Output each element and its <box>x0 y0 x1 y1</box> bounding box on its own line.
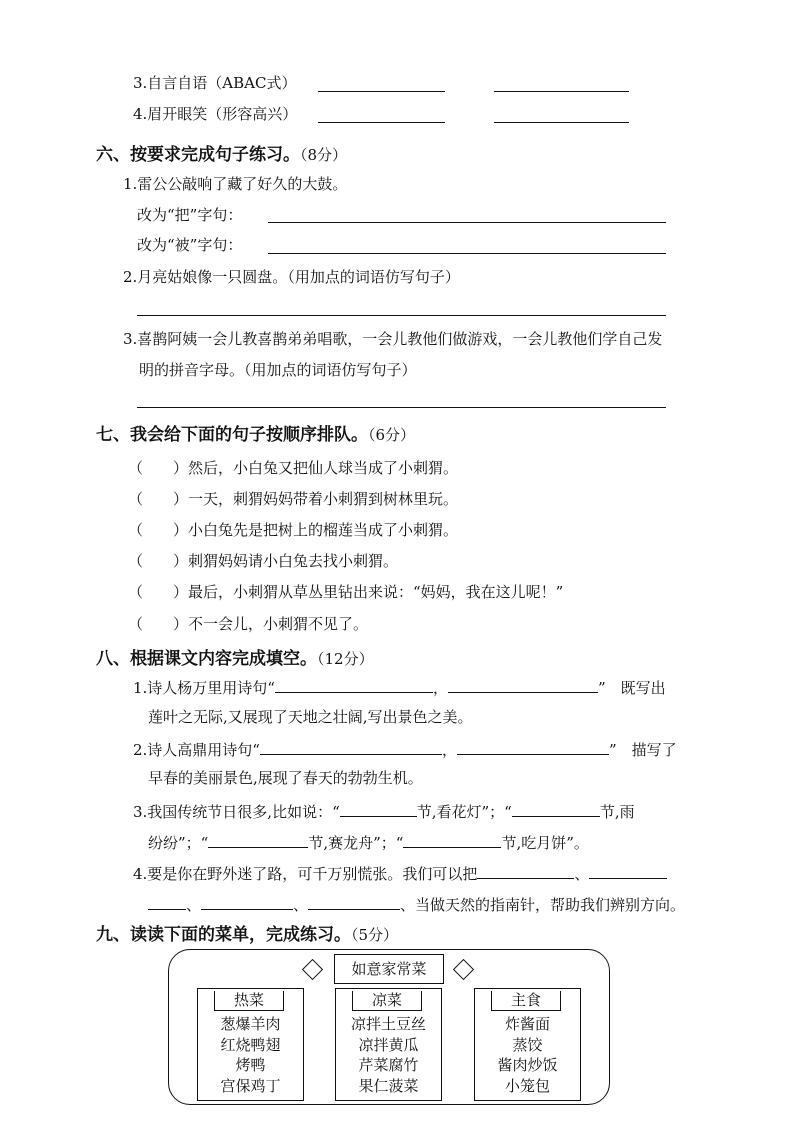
question-text: 2.月亮姑娘像一只圆盘。（用加点的词语仿写句子） <box>123 268 460 286</box>
section-score: （8分） <box>300 146 348 164</box>
question-text: 明的拼音字母。（用加点的词语仿写句子） <box>139 361 417 379</box>
fill-text: 1.诗人杨万里用诗句“ <box>133 679 275 697</box>
answer-blank[interactable] <box>148 893 186 910</box>
order-item: （ ）最后，小刺猬从草丛里钻出来说：“妈妈，我在这儿呢！” <box>128 583 564 601</box>
fill-text: 节,看花灯”；“ <box>416 803 512 821</box>
menu-column-items <box>198 1014 303 1096</box>
fill-text: 、 <box>186 896 202 914</box>
fill-text: ” 描写了 <box>609 741 677 759</box>
menu-item: 宫保鸡丁 <box>220 1076 281 1095</box>
fill-text: 2.诗人高鼎用诗句“ <box>133 741 260 759</box>
section-title: 九、读读下面的菜单，完成练习。 <box>96 925 351 945</box>
idiom-item-3: 3.自言自语（ABAC式） <box>133 74 297 92</box>
section-score: （5分） <box>351 926 399 944</box>
menu-item: 酱肉炒饭 <box>497 1056 558 1074</box>
fill-line <box>133 676 666 698</box>
menu-item: 凉拌土豆丝 <box>350 1015 426 1033</box>
answer-blank[interactable] <box>403 831 501 848</box>
section-heading <box>96 144 347 166</box>
section-title: 六、按要求完成句子练习。 <box>96 145 300 165</box>
fill-text: ， <box>432 679 448 697</box>
fill-text: 、 <box>293 896 309 914</box>
fill-line <box>133 738 677 760</box>
fill-text: 节,雨 <box>599 803 635 821</box>
answer-blank[interactable] <box>448 676 598 693</box>
menu-column-head: 热菜 <box>214 991 284 1011</box>
answer-blank[interactable] <box>494 122 629 123</box>
menu-column-items <box>475 1014 580 1096</box>
answer-blank[interactable] <box>268 222 666 223</box>
fill-text: 、 <box>574 865 590 883</box>
idiom-item-4: 4.眉开眼笑（形容高兴） <box>133 105 298 123</box>
fill-line <box>148 831 589 853</box>
menu-item: 葱爆羊肉 <box>220 1015 281 1033</box>
answer-blank[interactable] <box>137 315 666 316</box>
menu-item: 小笼包 <box>504 1076 550 1095</box>
fill-line <box>133 862 667 884</box>
fill-text: 节,吃月饼”。 <box>501 834 589 852</box>
answer-blank[interactable] <box>318 91 445 92</box>
answer-blank[interactable] <box>260 738 442 755</box>
question-text: 1.雷公公敲响了藏了好久的大鼓。 <box>123 175 348 193</box>
menu-item: 炸酱面 <box>504 1015 550 1033</box>
menu-item: 红烧鸭翅 <box>220 1035 281 1054</box>
order-item: （ ）小白兔先是把树上的榴莲当成了小刺猬。 <box>128 521 459 539</box>
menu-title: 如意家常菜 <box>334 954 444 984</box>
fill-text: ” 既写出 <box>598 679 666 697</box>
menu-item: 烤鸭 <box>235 1056 266 1074</box>
order-item: （ ）然后，小白兔又把仙人球当成了小刺猬。 <box>128 459 459 477</box>
section-score: （6分） <box>368 426 416 444</box>
section-heading <box>96 924 398 946</box>
section-heading <box>96 648 374 670</box>
question-text: 莲叶之无际,又展现了天地之壮阔,写出景色之美。 <box>148 708 473 726</box>
prompt-label: 改为“被”字句： <box>137 236 243 254</box>
answer-blank[interactable] <box>268 253 666 254</box>
menu-column-items <box>336 1014 441 1096</box>
answer-blank[interactable] <box>208 831 308 848</box>
fill-text: 、当做天然的指南针，帮助我们辨别方向。 <box>400 896 686 914</box>
order-item: （ ）不一会儿，小刺猬不见了。 <box>128 615 369 633</box>
menu-item: 芹菜腐竹 <box>358 1056 419 1074</box>
menu-column-cold <box>335 988 442 1101</box>
answer-blank[interactable] <box>340 800 417 817</box>
fill-line <box>148 893 685 915</box>
answer-blank[interactable] <box>137 407 666 408</box>
section-heading <box>96 424 415 446</box>
menu-column-head: 凉菜 <box>352 991 422 1011</box>
fill-text: 4.要是你在野外迷了路，可千万别慌张。我们可以把 <box>133 865 478 883</box>
answer-blank[interactable] <box>308 893 400 910</box>
fill-text: 节,赛龙舟”；“ <box>308 834 404 852</box>
menu-item: 蒸饺 <box>512 1035 543 1054</box>
answer-blank[interactable] <box>494 91 629 92</box>
menu-item: 果仁菠菜 <box>358 1076 419 1095</box>
fill-text: 纷纷”；“ <box>148 834 209 852</box>
menu-column-hot <box>197 988 304 1101</box>
answer-blank[interactable] <box>457 738 609 755</box>
section-title: 七、我会给下面的句子按顺序排队。 <box>96 425 368 445</box>
answer-blank[interactable] <box>201 893 293 910</box>
question-text: 3.喜鹊阿姨一会儿教喜鹊弟弟唱歌，一会儿教他们做游戏，一会儿教他们学自己发 <box>123 330 663 348</box>
section-score: （12分） <box>317 650 374 668</box>
answer-blank[interactable] <box>589 862 667 879</box>
fill-text: ， <box>441 741 457 759</box>
answer-blank[interactable] <box>275 676 433 693</box>
order-item: （ ）刺猬妈妈请小白兔去找小刺猬。 <box>128 552 399 570</box>
answer-blank[interactable] <box>318 122 445 123</box>
section-title: 八、根据课文内容完成填空。 <box>96 649 317 669</box>
prompt-label: 改为“把”字句： <box>137 206 243 224</box>
answer-blank[interactable] <box>477 862 574 879</box>
fill-line <box>133 800 635 822</box>
menu-item: 凉拌黄瓜 <box>358 1035 419 1054</box>
menu-column-head: 主食 <box>491 991 561 1011</box>
fill-text: 3.我国传统节日很多,比如说：“ <box>133 803 340 821</box>
question-text: 早春的美丽景色,展现了春天的勃勃生机。 <box>148 769 423 787</box>
menu-column-staple <box>474 988 581 1101</box>
answer-blank[interactable] <box>512 800 600 817</box>
order-item: （ ）一天，刺猬妈妈带着小刺猬到树林里玩。 <box>128 490 459 508</box>
